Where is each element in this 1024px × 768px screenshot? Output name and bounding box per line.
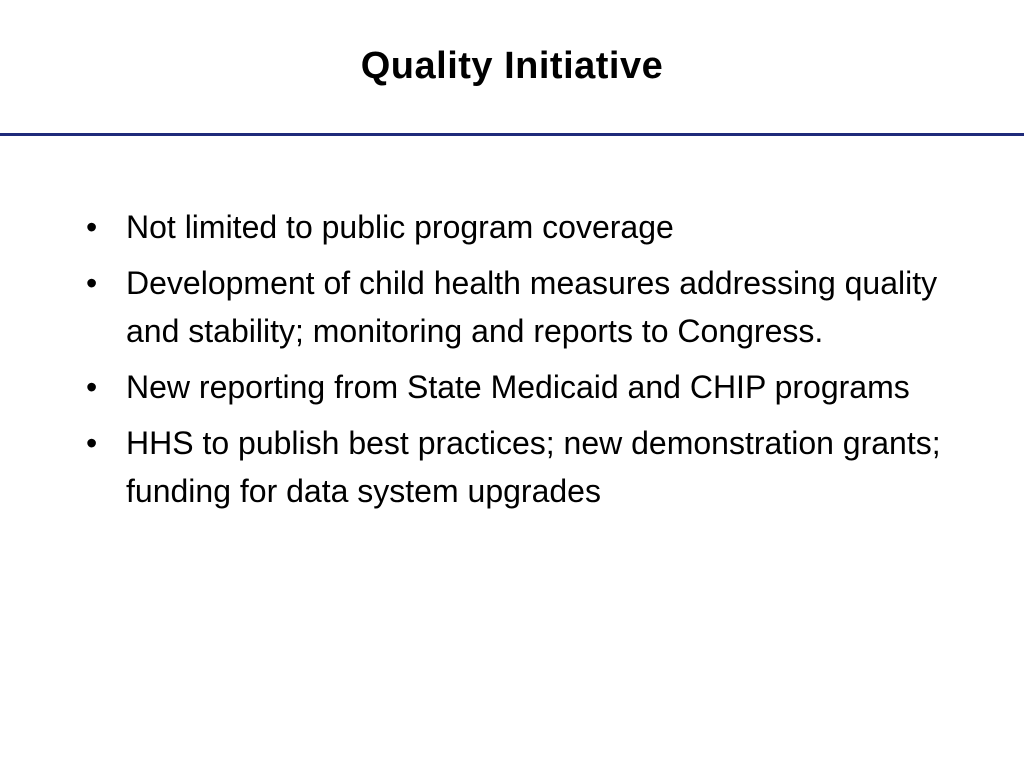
bullet-icon: • (86, 209, 98, 245)
title-divider (0, 133, 1024, 136)
bullet-text: Not limited to public program coverage (126, 209, 674, 245)
bullet-item (84, 419, 954, 515)
slide-title: Quality Initiative (360, 45, 664, 87)
bullet-text: Development of child health measures addressing quality and stability; monitoring and reports to Congress. (126, 265, 938, 349)
bullet-icon: • (86, 265, 98, 301)
bullet-icon: • (86, 369, 98, 405)
bullet-text: HHS to publish best practices; new demonstration grants; funding for data system upgrades (126, 425, 941, 509)
bullet-item (84, 363, 954, 411)
bullet-icon: • (86, 425, 98, 461)
bullet-list (84, 203, 954, 523)
bullet-text: New reporting from State Medicaid and CHIP programs (126, 369, 910, 405)
bullet-item (84, 203, 954, 251)
bullet-item (84, 259, 954, 355)
